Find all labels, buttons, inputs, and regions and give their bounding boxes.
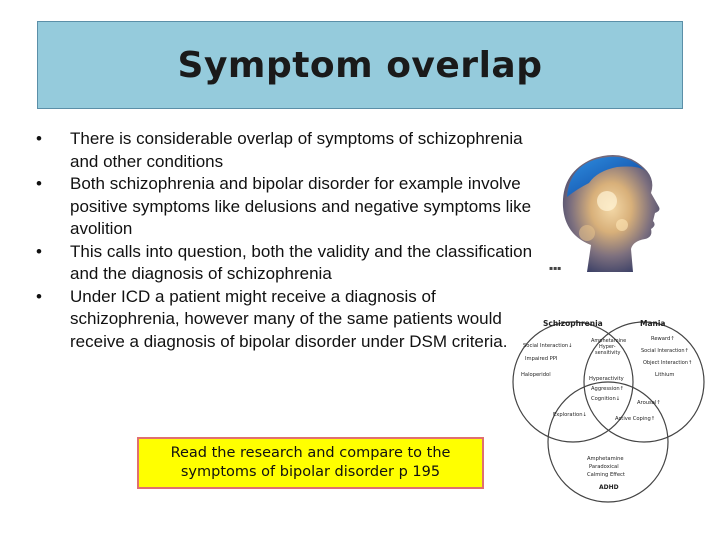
bullet-marker: •: [36, 174, 42, 193]
note-line-2: symptoms of bipolar disorder p 195: [180, 464, 441, 480]
venn-label-adhd: ADHD: [599, 484, 619, 491]
bullet-marker: •: [36, 286, 42, 306]
venn-item: Impaired PPI: [525, 356, 558, 362]
venn-item: Active Coping↑: [615, 416, 656, 422]
venn-label-schizophrenia: Schizophrenia: [543, 319, 603, 328]
title-box: [37, 21, 683, 109]
bullet-list: [36, 128, 536, 353]
head-galaxy-image: [547, 145, 667, 272]
venn-item: Amphetamine: [587, 456, 624, 462]
note-line-1: Read the research and compare to the: [170, 445, 451, 461]
bullet-item: [36, 241, 536, 286]
bullet-item: [36, 173, 536, 241]
venn-item: Reward↑: [651, 336, 675, 342]
bullet-item: [36, 286, 536, 354]
slide-title: Symptom overlap: [177, 44, 543, 86]
bullet-text: Under ICD a patient might receive a diagnosis of schizophrenia, however many of the same patients would receive a diagnosis of bipolar disorder under DSM criteria.: [70, 286, 508, 351]
bullet-item: [36, 128, 536, 173]
venn-item: Haloperidol: [521, 372, 551, 378]
bullet-text: This calls into question, both the validity and the classification and the diagnosis of schizophrenia: [70, 241, 533, 283]
venn-item: Hyperactivity: [589, 376, 624, 382]
venn-item: Exploration↓: [553, 412, 587, 418]
venn-diagram: [507, 302, 712, 512]
venn-item: Hyper-: [599, 344, 616, 350]
svg-text:▪▪▪: ▪▪▪: [549, 265, 562, 272]
bullet-marker: •: [36, 129, 42, 148]
venn-item: sensitivity: [595, 350, 621, 356]
venn-item: Calming Effect: [587, 472, 625, 478]
venn-item: Social Interaction↑: [641, 348, 689, 354]
venn-item: Social Interaction↓: [523, 343, 573, 349]
venn-item: Cognition↓: [591, 396, 621, 402]
venn-label-mania: Mania: [640, 319, 666, 328]
bullet-text: There is considerable overlap of symptoms of schizophrenia and other conditions: [70, 129, 523, 171]
venn-item: Aggression↑: [591, 386, 624, 392]
venn-item: Paradoxical: [589, 464, 619, 470]
venn-item: Amphetamine: [591, 338, 627, 344]
venn-item: Arousal↑: [637, 400, 661, 406]
bullet-text: Both schizophrenia and bipolar disorder for example involve positive symptoms like delusions and negative symptoms like avolition: [70, 174, 532, 238]
venn-item: Lithium: [655, 372, 675, 378]
bullet-marker: •: [36, 241, 42, 261]
venn-item: Object Interaction↑: [643, 360, 693, 366]
research-note-box: [137, 437, 484, 489]
